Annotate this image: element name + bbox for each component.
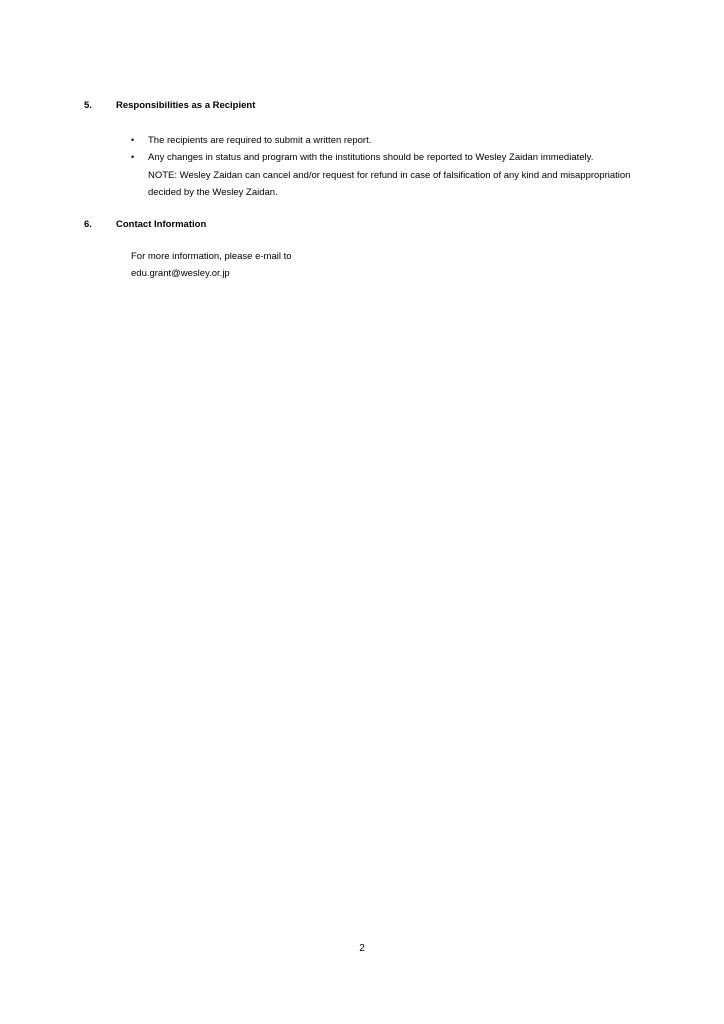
contact-details <box>131 249 644 282</box>
page-content <box>84 100 644 282</box>
responsibilities-bullet-list <box>131 133 644 202</box>
section-contact-heading <box>84 219 644 232</box>
page-number: 2 <box>359 943 365 954</box>
bullet-icon: • <box>131 134 135 145</box>
section-title: Contact Information <box>116 219 207 231</box>
section-responsibilities-heading <box>84 100 644 113</box>
contact-email-address: edu.grant@wesley.or.jp <box>131 267 230 279</box>
section-number: 6. <box>84 219 92 231</box>
list-item-text: The recipients are required to submit a written report. <box>148 134 372 146</box>
list-item <box>131 133 644 150</box>
section-spacer <box>84 201 644 219</box>
section-title: Responsibilities as a Recipient <box>116 100 256 111</box>
contact-intro-text: For more information, please e-mail to <box>131 251 292 263</box>
responsibilities-note: NOTE: Wesley Zaidan can cancel and/or request for refund in case of falsification of any kind and misappropriation decided by the Wesley Zaidan. <box>148 170 631 198</box>
list-item-text: Any changes in status and program with the institutions should be reported to Wesley Zaidan immediately. <box>148 152 594 164</box>
list-item <box>131 150 644 167</box>
section-number: 5. <box>84 100 92 111</box>
bullet-icon: • <box>131 152 135 163</box>
